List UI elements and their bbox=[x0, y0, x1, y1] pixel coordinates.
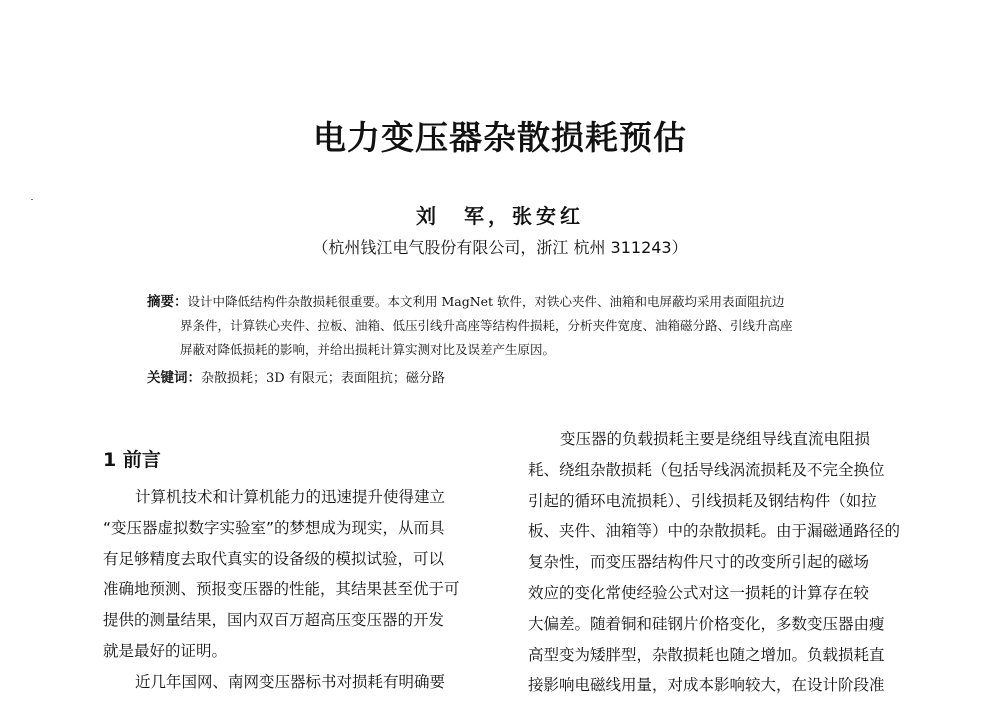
paragraph-line: 接影响电磁线用量，对成本影响较大，在设计阶段准 bbox=[528, 676, 885, 695]
abstract bbox=[147, 290, 892, 362]
paragraph-line: 近几年国网、南网变压器标书对损耗有明确要 bbox=[135, 672, 446, 691]
abstract-line bbox=[147, 290, 892, 314]
paragraph-line: 就是最好的证明。 bbox=[103, 641, 228, 660]
authors: 刘 军，张安红 bbox=[416, 204, 584, 228]
paragraph-line: “变压器虚拟数字实验室”的梦想成为现实，从而具 bbox=[103, 518, 445, 537]
paragraph-line: 复杂性，而变压器结构件尺寸的改变所引起的磁场 bbox=[528, 553, 870, 572]
paragraph-line: 大偏差。随着铜和硅钢片价格变化，多数变压器由瘦 bbox=[528, 614, 885, 633]
paragraph-line: 有足够精度去取代真实的设备级的模拟试验，可以 bbox=[103, 549, 445, 568]
keywords-label: 关键词： bbox=[147, 370, 201, 386]
affiliation: （杭州钱江电气股份有限公司，浙江 杭州 311243） bbox=[312, 238, 688, 257]
paragraph-line: 变压器的负载损耗主要是绕组导线直流电阻损 bbox=[560, 430, 871, 448]
paragraph-line: 提供的测量结果，国内双百万超高压变压器的开发 bbox=[103, 611, 445, 630]
abstract-label: 摘要： bbox=[147, 294, 188, 310]
paragraph-line: 高型变为矮胖型，杂散损耗也随之增加。负载损耗直 bbox=[528, 645, 885, 664]
paragraph-line: 准确地预测、预报变压器的性能，其结果甚至优于可 bbox=[103, 580, 460, 599]
paragraph-line: 耗、绕组杂散损耗（包括导线涡流损耗及不完全换位 bbox=[528, 460, 885, 479]
paragraph-line: 板、夹件、油箱等）中的杂散损耗。由于漏磁通路径的 bbox=[528, 522, 901, 541]
paper-title: 电力变压器杂散损耗预估 bbox=[313, 118, 687, 157]
abstract-line: 屏蔽对降低损耗的影响，并给出损耗计算实测对比及误差产生原因。 bbox=[180, 342, 556, 357]
right-column bbox=[528, 424, 928, 701]
abstract-text: 设计中降低结构件杂散损耗很重要。本文利用 MagNet 软件，对铁心夹件、油箱和电屏蔽均采用表面阻抗边 bbox=[187, 294, 785, 309]
left-column bbox=[103, 482, 498, 698]
paragraph-line: 效应的变化常使经验公式对这一损耗的计算存在较 bbox=[528, 583, 870, 602]
paragraph-line: 计算机技术和计算机能力的迅速提升使得建立 bbox=[135, 488, 446, 506]
keywords-text: 杂散损耗；3D 有限元；表面阻抗；磁分路 bbox=[201, 371, 445, 386]
keywords bbox=[147, 366, 892, 386]
abstract-line: 界条件，计算铁心夹件、拉板、油箱、低压引线升高座等结构件损耗，分析夹件宽度、油箱磁分路、引线升高座 bbox=[180, 318, 793, 333]
section-heading: 1 前言 bbox=[103, 449, 161, 471]
paragraph-line: 引起的循环电流损耗）、引线损耗及钢结构件（如拉 bbox=[528, 491, 877, 510]
